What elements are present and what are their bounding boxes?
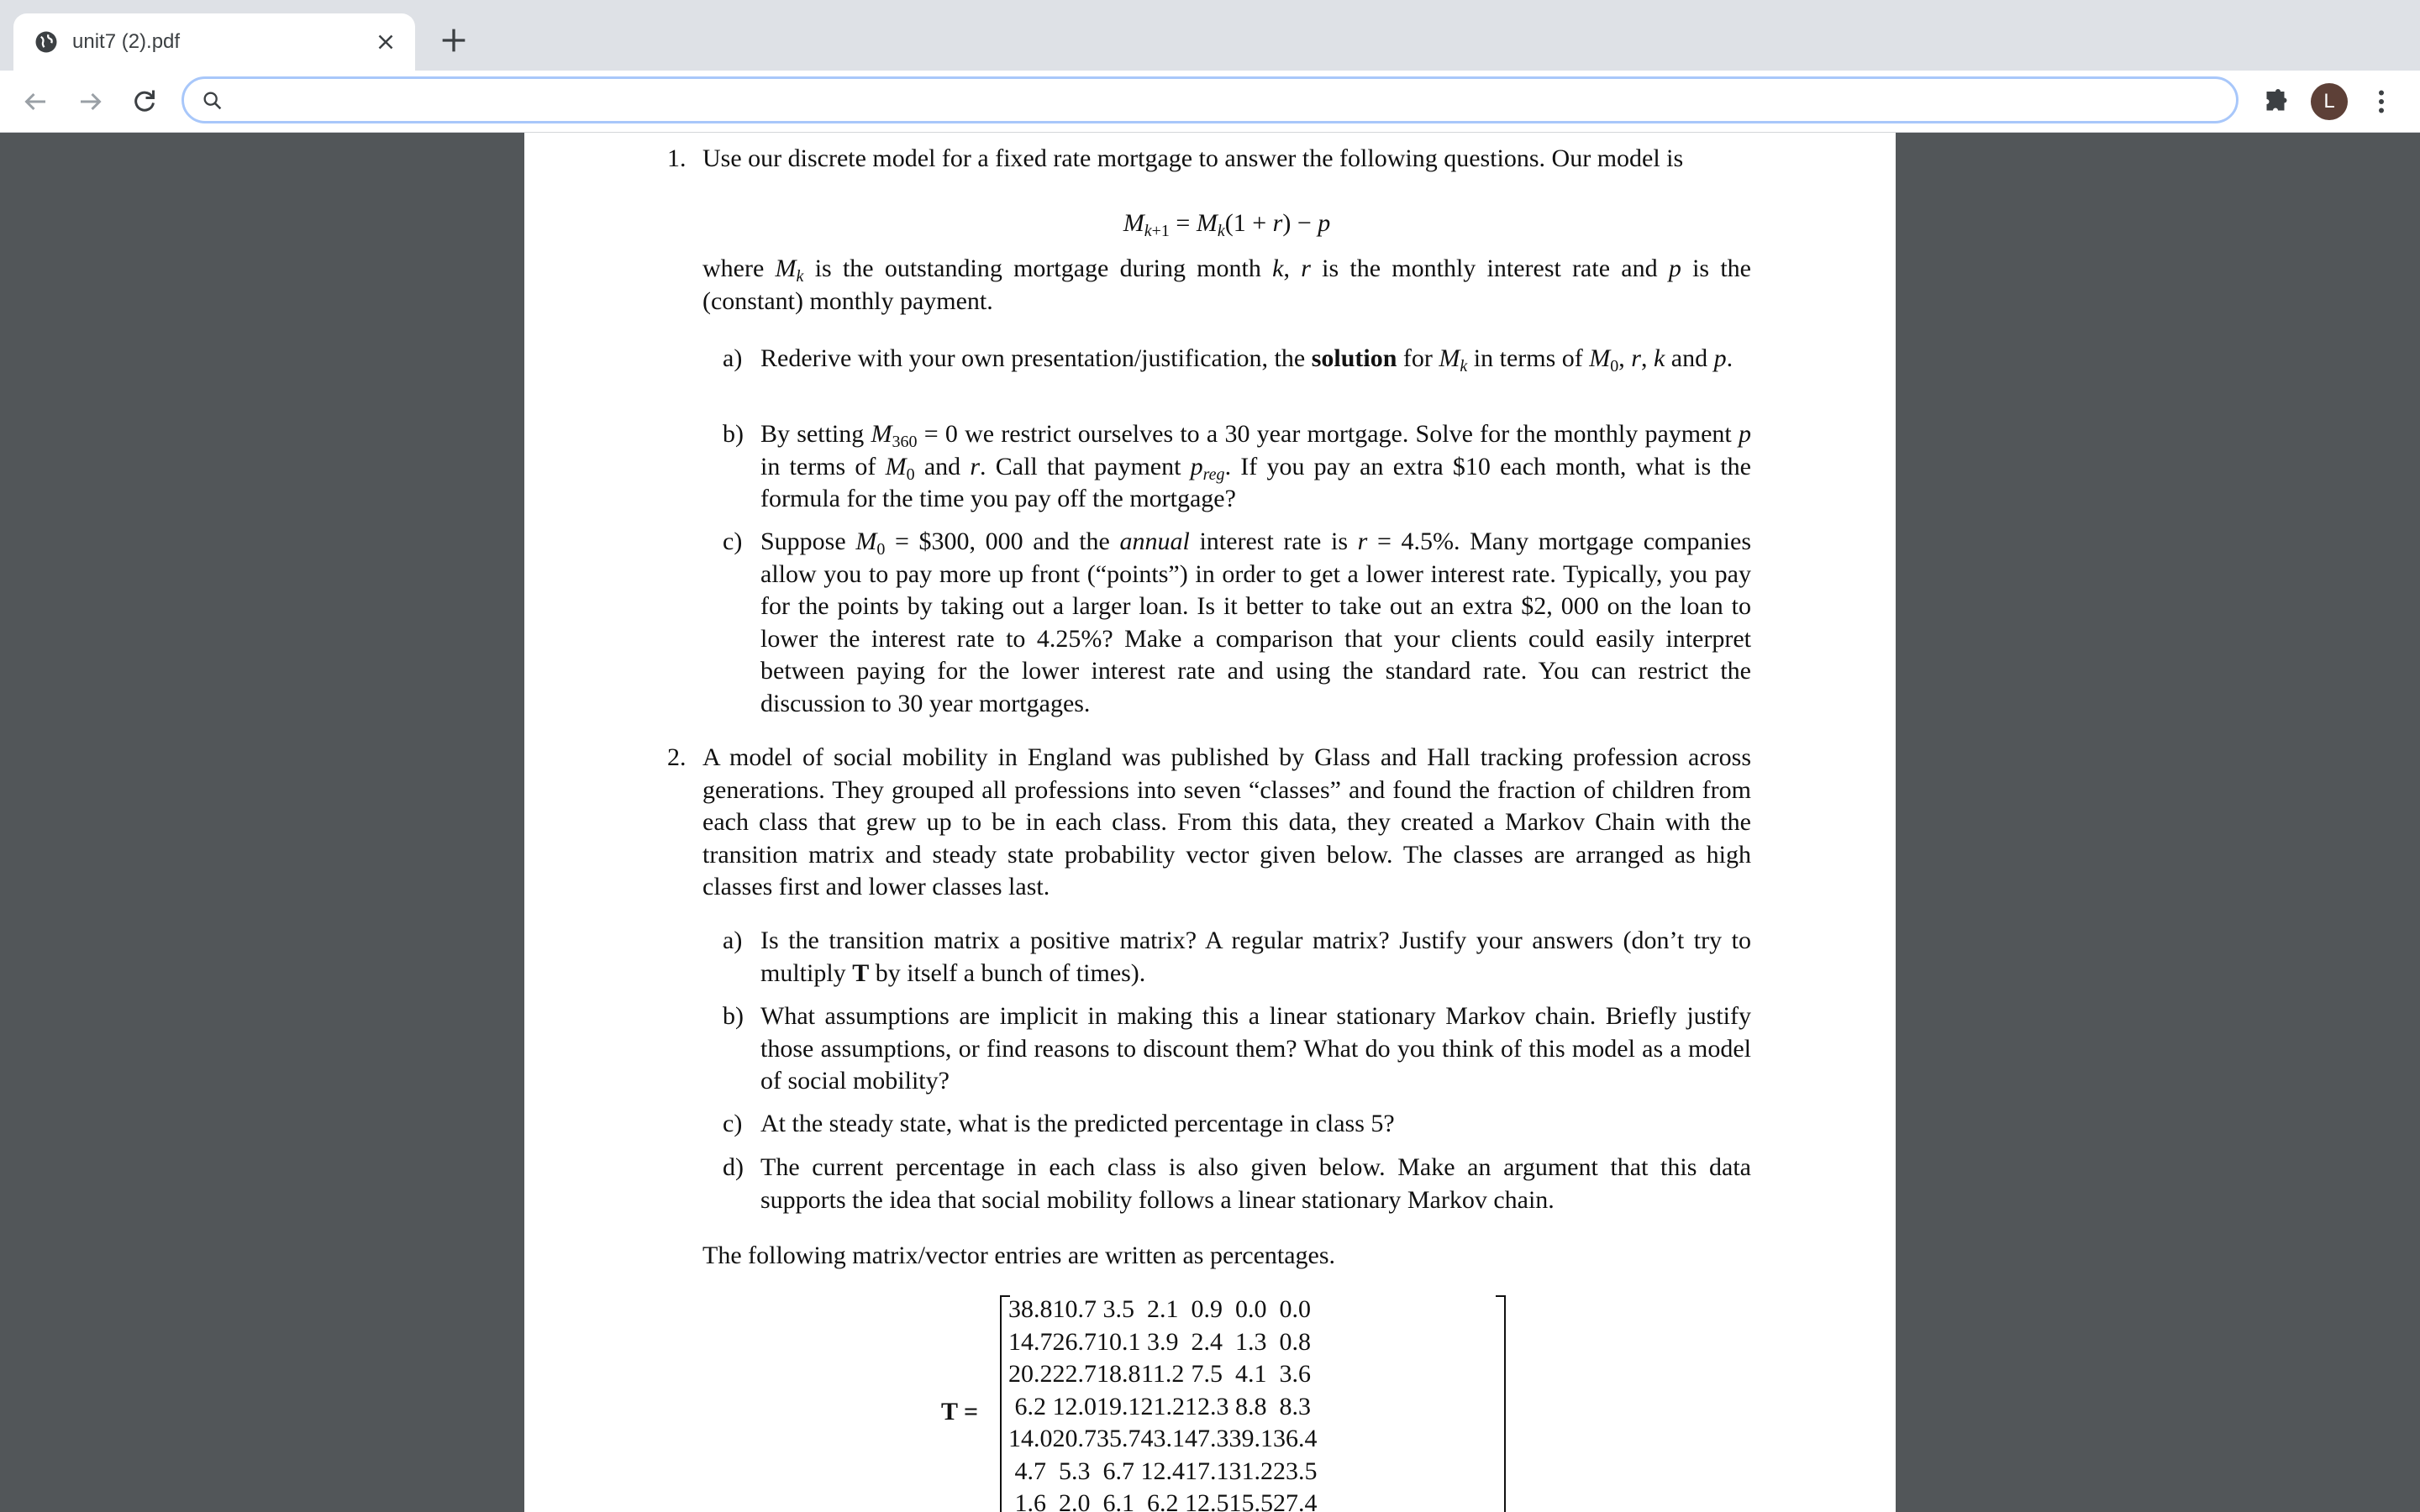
matrix-cell: 12.0 [1052,1392,1097,1420]
more-menu-icon[interactable] [2366,87,2396,117]
matrix-table [1008,1294,1318,1512]
matrix-cell: 21.2 [1140,1392,1185,1420]
matrix-row [1008,1488,1318,1512]
matrix-cell: 6.1 [1102,1489,1134,1512]
forward-arrow-icon[interactable] [76,87,106,117]
matrix-cell: 4.1 [1235,1360,1267,1388]
matrix-cell: 43.1 [1140,1425,1185,1452]
matrix-cell: 7.5 [1191,1360,1223,1388]
matrix-cell: 6.2 [1014,1392,1046,1420]
matrix-cell: 2.4 [1191,1327,1223,1356]
matrix-cell: 27.4 [1273,1489,1318,1512]
matrix-cell: 2.0 [1059,1489,1091,1512]
matrix-cell: 0.0 [1279,1295,1311,1323]
matrix-cell: 19.1 [1097,1392,1141,1420]
matrix-row [1008,1391,1318,1424]
matrix-cell: 12.4 [1140,1457,1185,1485]
matrix-cell: 18.8 [1097,1360,1141,1388]
tab-strip [0,0,2420,71]
matrix-cell: 14.7 [1008,1327,1053,1356]
question-1c: Suppose $M_0$ = $300, 000 and the annual interest rate is r = 4.5%. Many mortgage companies allow you to pay more up front (“points”) in order to get a lower interest rate. Typically, you pay for the points by taking out a larger loan. Is it better to take out an extra $2, 000 on the loan to lower the interest rate to 4.25%? Make a comparison that your clients could easily interpret between paying for the lower interest rate and using the standard rate. You can restrict the discussion to 30 year mortgages. [760,528,1751,717]
matrix-cell: 0.9 [1191,1295,1223,1323]
reload-icon[interactable] [129,87,160,117]
matrix-row [1008,1326,1318,1359]
matrix-cell: 36.4 [1273,1425,1318,1452]
matrix-cell: 6.7 [1102,1457,1134,1485]
matrix-cell: 1.3 [1235,1327,1267,1356]
matrix-cell: 26.7 [1052,1327,1097,1356]
search-icon [201,89,224,113]
matrix-cell: 5.3 [1059,1457,1091,1485]
matrix-note: The following matrix/vector entries are written as percentages. [702,1242,1336,1269]
matrix-cell: 20.2 [1008,1360,1053,1388]
part-label: a) [723,344,743,372]
pdf-viewer[interactable] [0,133,2420,1512]
part-label: d) [723,1153,744,1181]
part-label: b) [723,1002,744,1030]
part-label: b) [723,420,744,448]
matrix-cell: 12.3 [1185,1392,1229,1420]
matrix-cell: 2.1 [1147,1295,1179,1323]
matrix-cell: 10.7 [1052,1295,1097,1323]
part-label: a) [723,927,743,954]
part-label: c) [723,528,743,555]
question-number: 2. [667,743,687,771]
matrix-cell: 35.7 [1097,1425,1141,1452]
matrix-cell: 1.6 [1014,1489,1046,1512]
question-2b: What assumptions are implicit in making this a linear stationary Markov chain. Briefly justify those assumptions, or find reasons to discount them? What do you think of this model as a model of social mobility? [760,1002,1751,1095]
matrix-cell: 22.7 [1052,1360,1097,1388]
matrix-cell: 23.5 [1273,1457,1318,1485]
matrix-cell: 15.5 [1228,1489,1273,1512]
matrix-row [1008,1294,1318,1326]
matrix-cell: 12.5 [1185,1489,1229,1512]
question-2c: At the steady state, what is the predicted percentage in class 5? [760,1110,1395,1137]
address-input[interactable] [236,84,2206,118]
address-bar[interactable] [182,76,2238,123]
question-1b: By setting $M_{360} = 0$ we restrict ourselves to a 30 year mortgage. Solve for the monthly payment p in terms of $M_0$ and r. Call that payment $p_{reg}$. If you pay an extra $10 each month, what is the formula for the time you pay off the mortgage? [760,420,1751,512]
close-icon[interactable] [373,29,398,55]
matrix-row [1008,1358,1318,1391]
matrix-cell: 31.2 [1228,1457,1273,1485]
matrix-row [1008,1456,1318,1488]
part-label: c) [723,1110,743,1137]
equation-explanation: where $M_k$ is the outstanding mortgage during month k, r is the monthly interest rate and p is the (constant) monthly payment. [702,255,1751,315]
new-tab-icon[interactable] [437,24,471,57]
question-2-intro: A model of social mobility in England was published by Glass and Hall tracking profession across generations. They grouped all professions into seven “classes” and found the fraction of children from each class that grew up to be in each class. From this data, they created a Markov Chain with the transition matrix and steady state probability vector given below. The classes are arranged as high classes first and lower classes last. [702,743,1751,900]
matrix-cell: 0.0 [1235,1295,1267,1323]
matrix-cell: 39.1 [1228,1425,1273,1452]
matrix-row [1008,1423,1318,1456]
question-number: 1. [667,144,687,172]
question-1-intro: Use our discrete model for a fixed rate mortgage to answer the following questions. Our model is [702,144,1684,172]
matrix-cell: 38.8 [1008,1295,1053,1323]
back-arrow-icon[interactable] [20,87,50,117]
avatar[interactable]: L [2311,83,2348,120]
tab-title: unit7 (2).pdf [72,30,181,53]
pdf-page [524,133,1896,1512]
matrix-cell: 8.3 [1279,1392,1311,1420]
extensions-puzzle-icon[interactable] [2260,87,2291,117]
globe-icon [34,29,59,55]
matrix-cell: 4.7 [1014,1457,1046,1485]
tab-pdf[interactable] [13,13,415,71]
matrix-cell: 3.9 [1147,1327,1179,1356]
recurrence-equation: $M_{k+1} = M_k(1 + r) - p$ [1123,209,1331,240]
matrix-cell: 8.8 [1235,1392,1267,1420]
question-1a: Rederive with your own presentation/justification, the solution for $M_k$ in terms of $M_0$, r, k and p. [760,344,1733,375]
matrix-cell: 6.2 [1147,1489,1179,1512]
matrix-cell: 10.1 [1097,1327,1141,1356]
question-2a: Is the transition matrix a positive matrix? A regular matrix? Justify your answers (don’t try to multiply T by itself a bunch of times). [760,927,1751,987]
matrix-cell: 17.1 [1185,1457,1229,1485]
matrix-cell: 20.7 [1052,1425,1097,1452]
matrix-bracket-right [1496,1295,1506,1512]
matrix-cell: 3.6 [1279,1360,1311,1388]
matrix-cell: 11.2 [1141,1360,1185,1388]
question-2d: The current percentage in each class is also given below. Make an argument that this data supports the idea that social mobility follows a linear stationary Markov chain. [760,1153,1751,1214]
matrix-cell: 47.3 [1185,1425,1229,1452]
matrix-cell: 14.0 [1008,1425,1053,1452]
matrix-cell: 3.5 [1102,1295,1134,1323]
browser-toolbar [0,71,2420,133]
matrix-cell: 0.8 [1279,1327,1311,1356]
matrix-label: T = [941,1398,979,1425]
